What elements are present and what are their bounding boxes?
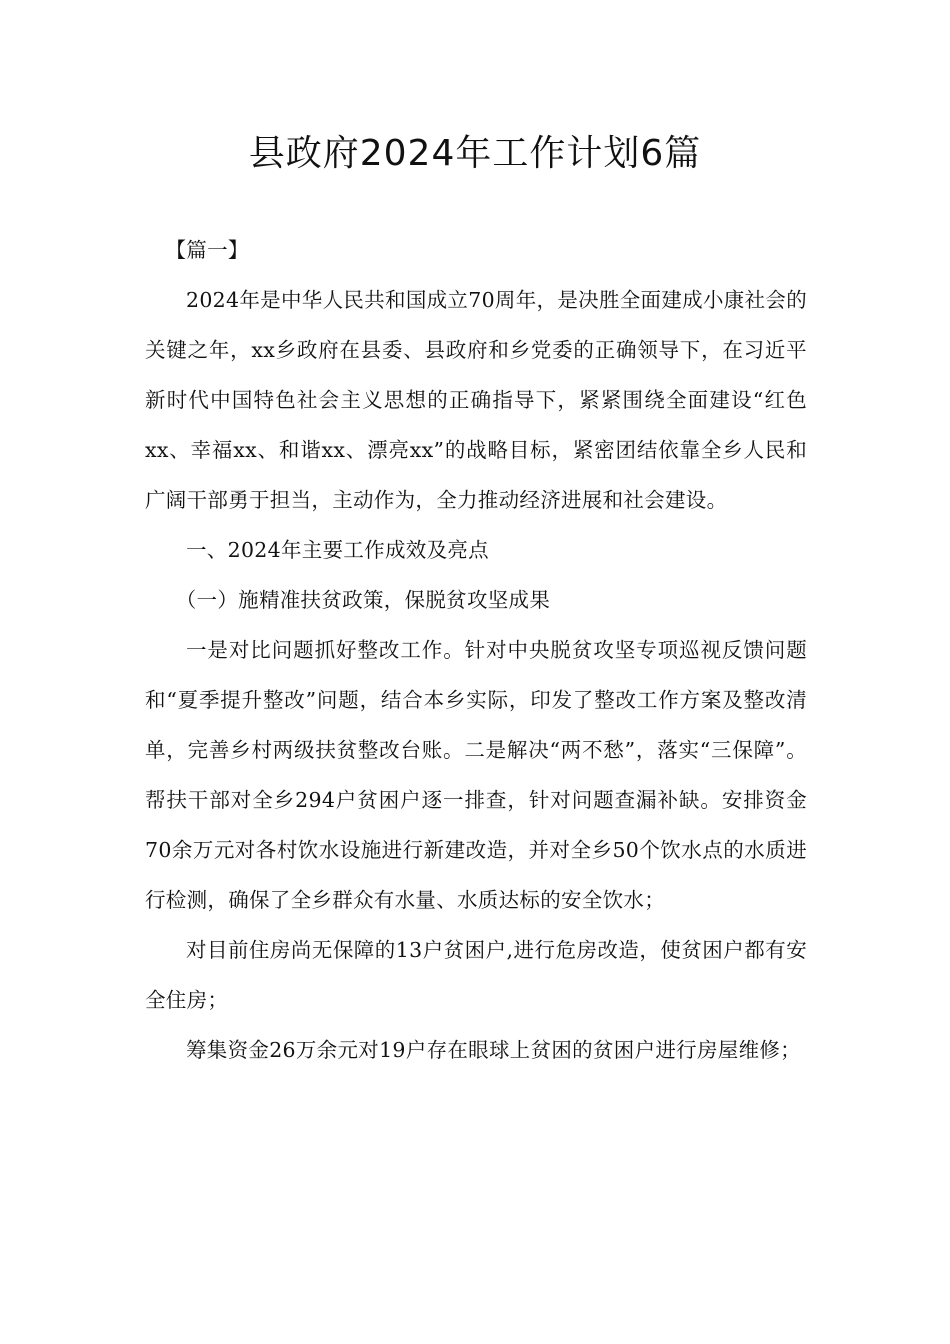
paragraph-rectification: 一是对比问题抓好整改工作。针对中央脱贫攻坚专项巡视反馈问题和“夏季提升整改”问题，结合本乡实际，印发了整改工作方案及整改清单，完善乡村两级扶贫整改台账。二是解决“两不愁”，落实“三保障”。帮扶干部对全乡294户贫困户逐一排查，针对问题查漏补缺。安排资金70余万元对各村饮水设施进行新建改造，并对全乡50个饮水点的水质进行检测，确保了全乡群众有水量、水质达标的安全饮水； xyxy=(145,638,807,912)
paragraph-housing: 对目前住房尚无保障的13户贫困户,进行危房改造，使贫困户都有安全住房； xyxy=(145,938,807,1012)
document-title: 县政府2024年工作计划6篇 xyxy=(248,133,702,174)
section-label: 【篇一】 xyxy=(165,238,249,262)
subheading-poverty-alleviation: （一）施精准扶贫政策，保脱贫攻坚成果 xyxy=(175,588,551,612)
paragraph-intro: 2024年是中华人民共和国成立70周年，是决胜全面建成小康社会的关键之年，xx乡政府在县委、县政府和乡党委的正确领导下，在习近平新时代中国特色社会主义思想的正确指导下，紧紧围绕全面建设“红色xx、幸福xx、和谐xx、漂亮xx”的战略目标，紧密团结依靠全乡人民和广阔干部勇于担当，主动作为，全力推动经济进展和社会建设。 xyxy=(145,288,807,512)
heading-achievements: 一、2024年主要工作成效及亮点 xyxy=(186,538,489,562)
document-body xyxy=(145,225,807,1075)
paragraph-repair: 筹集资金26万余元对19户存在眼球上贫困的贫困户进行房屋维修； xyxy=(186,1038,801,1062)
